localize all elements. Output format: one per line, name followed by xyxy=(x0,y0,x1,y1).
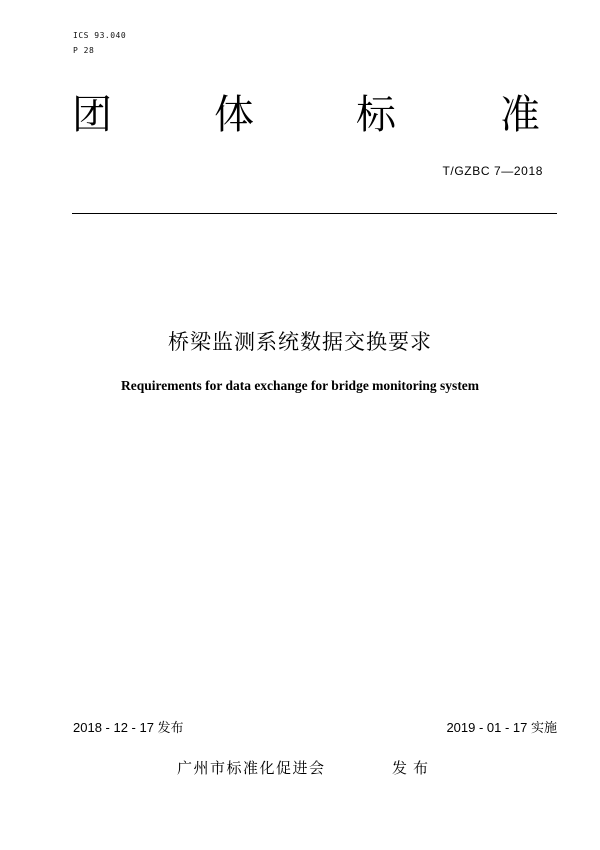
doc-type-char-2: 体 xyxy=(214,92,254,138)
title-english: Requirements for data exchange for bridge monitoring system xyxy=(120,378,480,393)
title-chinese: 桥梁监测系统数据交换要求 xyxy=(168,330,432,354)
header-divider xyxy=(72,213,557,214)
standard-code: T/GZBC 7—2018 xyxy=(442,164,543,178)
doc-type-char-1: 团 xyxy=(72,92,112,138)
ccs-code: P 28 xyxy=(73,46,95,55)
issuing-organization: 广州市标准化促进会 xyxy=(177,759,326,777)
doc-type-char-4: 准 xyxy=(500,92,540,138)
issue-date: 2018 - 12 - 17 发布 xyxy=(73,720,184,735)
issued-label: 发布 xyxy=(392,759,435,777)
implementation-date: 2019 - 01 - 17 实施 xyxy=(446,720,557,735)
ics-code: ICS 93.040 xyxy=(73,31,127,40)
doc-type-char-3: 标 xyxy=(356,92,396,138)
